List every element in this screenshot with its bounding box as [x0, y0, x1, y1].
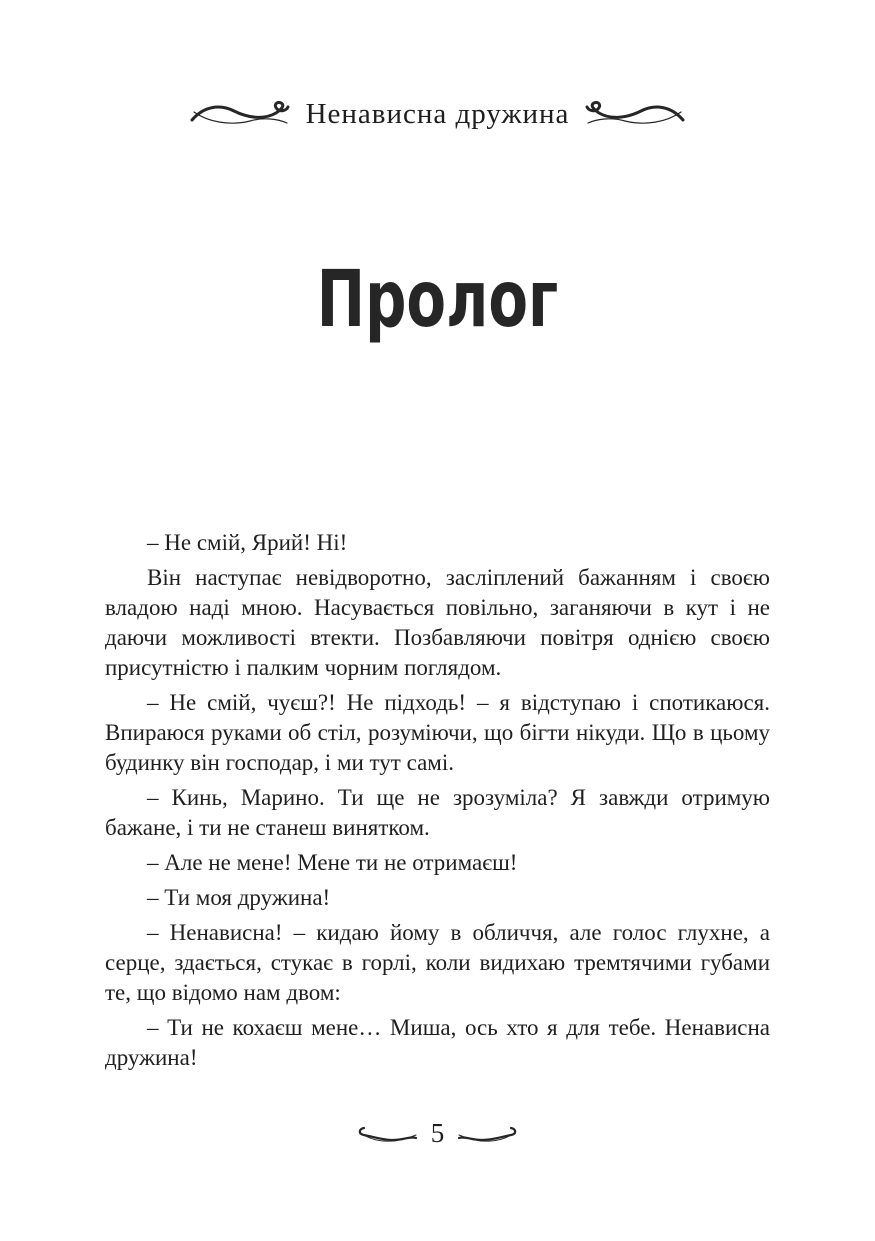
- header-flourish-right-icon: [585, 96, 685, 132]
- running-header: [0, 96, 875, 132]
- paragraph: – Ненависна! – кидаю йому в обличчя, але голос глухне, а серце, здається, стукає в горлі, коли видихаю тремтячими губами те, що відомо нам двом:: [105, 920, 770, 1005]
- paragraph: – Не смій, Ярий! Ні!: [147, 530, 348, 555]
- chapter-title: Пролог: [316, 255, 559, 345]
- paragraph: – Кинь, Марино. Ти ще не зрозуміла? Я завжди отримую бажане, і ти не станеш винятком.: [105, 785, 770, 840]
- paragraph: – Не смій, чуєш?! Не підходь! – я відступаю і спотикаюся. Впираюся руками об стіл, розуміючи, що бігти нікуди. Що в цьому будинку він господар, і ми тут самі.: [105, 690, 770, 775]
- body-text: [105, 528, 770, 1078]
- page-number: 5: [430, 1118, 445, 1148]
- footer-flourish-right-icon: [457, 1123, 519, 1145]
- paragraph: Він наступає невідворотно, засліплений бажанням і своєю владою наді мною. Насувається повільно, заганяючи в кут і не даючи можливості втекти. Позбавляючи повітря однією своєю присутністю і палким чорним поглядом.: [105, 565, 770, 680]
- footer-flourish-left-icon: [356, 1123, 418, 1145]
- book-title: Ненависна дружина: [305, 97, 570, 130]
- paragraph: – Ти не кохаєш мене… Миша, ось хто я для тебе. Ненависна дружина!: [105, 1015, 770, 1070]
- paragraph: – Але не мене! Мене ти не отримаєш!: [147, 850, 518, 875]
- paragraph: – Ти моя дружина!: [147, 885, 331, 910]
- header-flourish-left-icon: [190, 96, 290, 132]
- page-footer: [0, 1118, 875, 1149]
